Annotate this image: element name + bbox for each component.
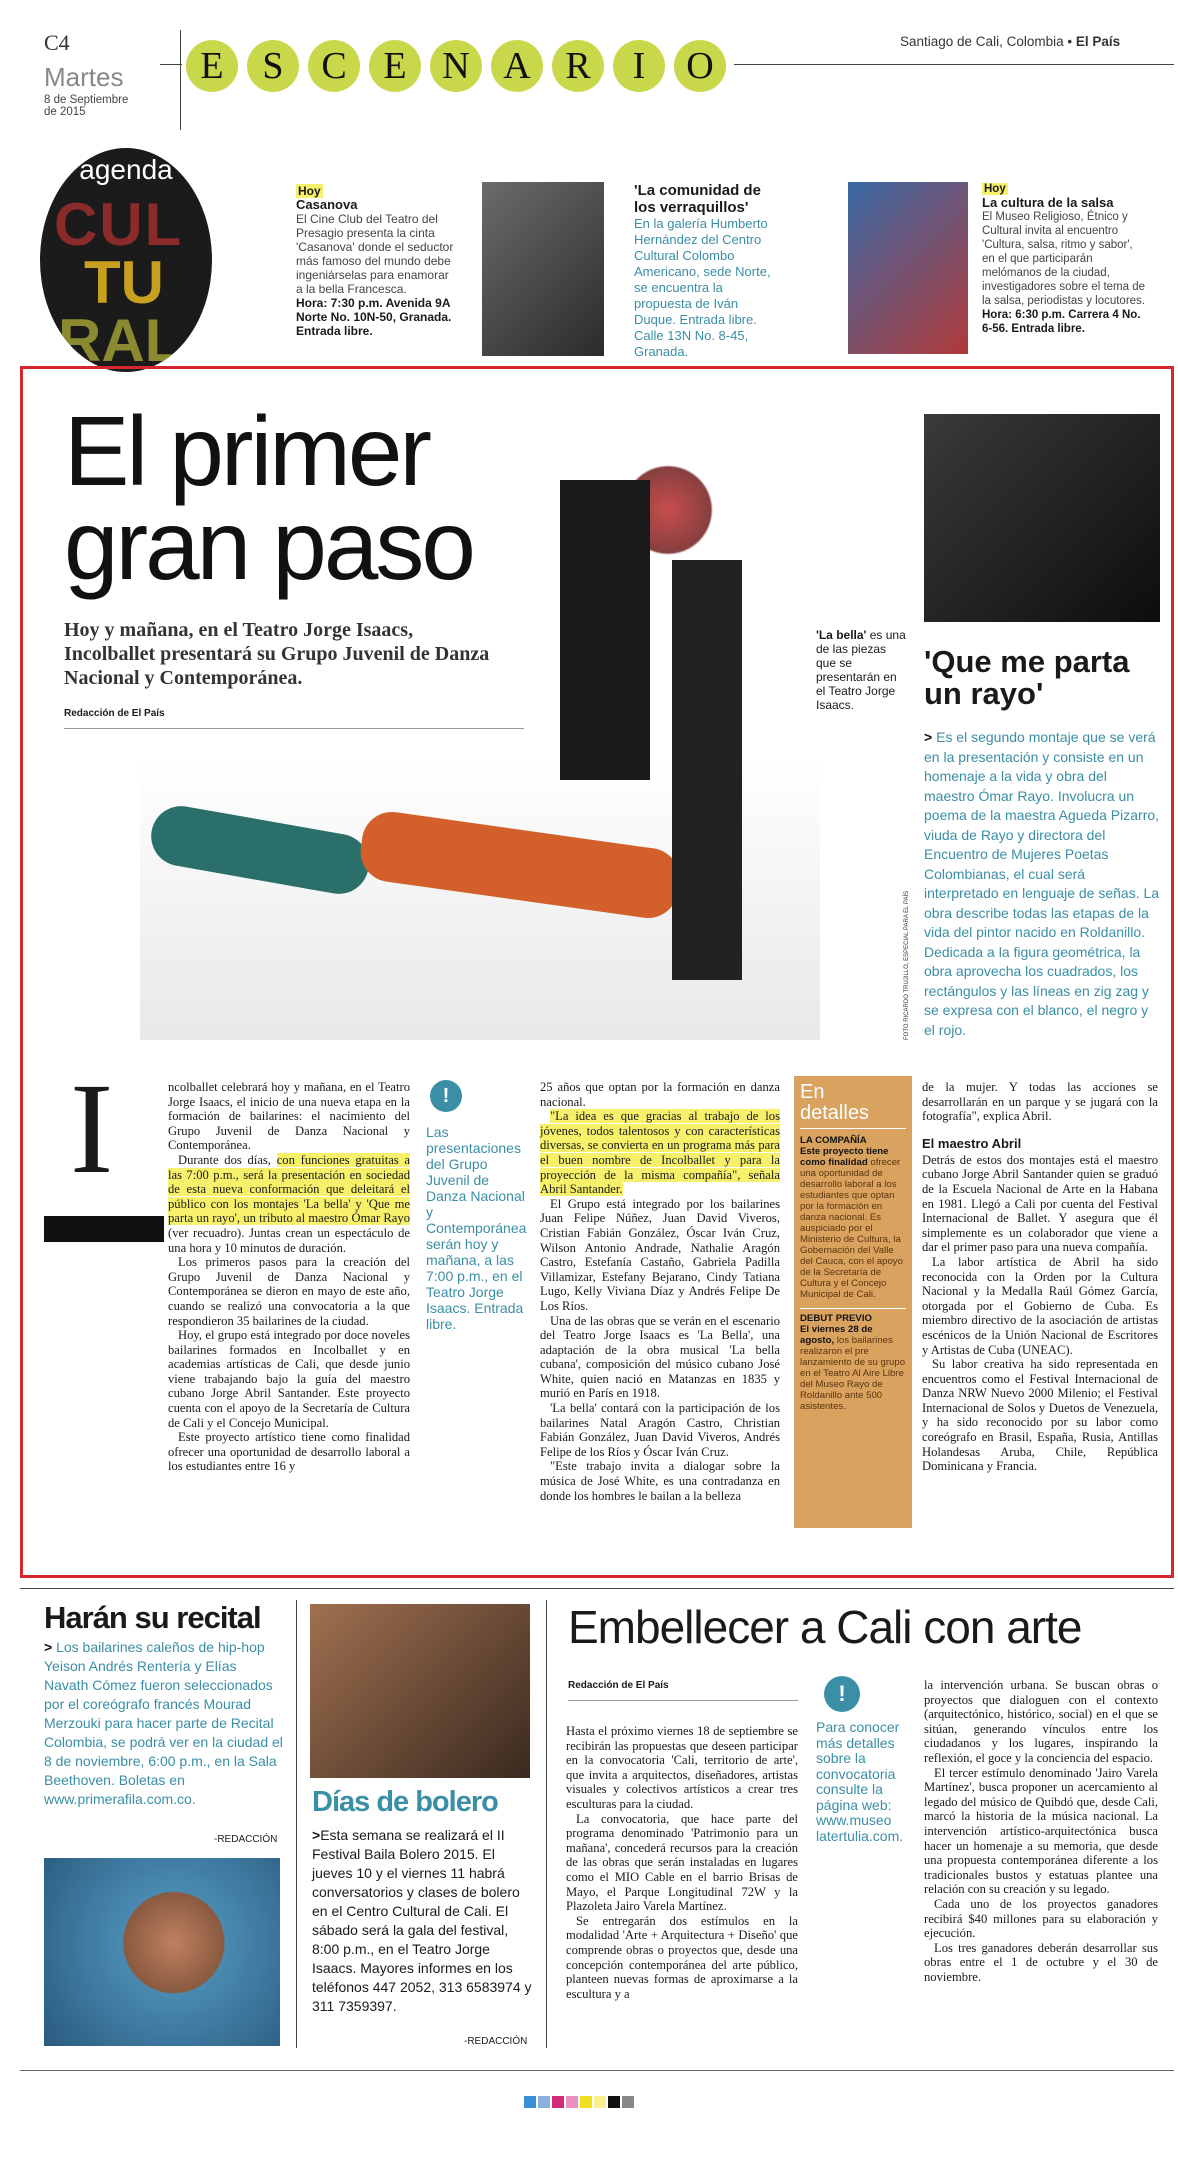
section-letter: E <box>369 40 421 92</box>
dancers-photo-top <box>510 414 826 654</box>
agenda-logo-top: agenda <box>79 154 173 185</box>
bolero-photo <box>310 1604 530 1778</box>
paragraph: 'La bella' contará con la participación de los bailarines Natal Aragón Castro, Christian Fabián González, Juan David Viveros, Andrés Felipe de los Ríos y Óscar Iván Cruz. <box>540 1401 780 1459</box>
paragraph: El tercer estímulo denominado 'Jairo Varela Martínez', busca proponer un acercamiento al legado del músico de Quibdó que, desde Cali, marcó la historia de la música nacional. La intervención artístico-arquitectónica busca hacer un homenaje a su memoria, que desde una propuesta contemporánea diferente a los tradicionales bustos y estatuas plantee una relación con su creación y su legado. <box>924 1765 1158 1897</box>
rayo-title-line: 'Que me parta <box>924 644 1130 679</box>
agenda-logo <box>40 148 212 372</box>
text: Durante dos días, <box>178 1152 277 1167</box>
paragraph <box>540 1109 780 1197</box>
byline-rule <box>64 728 524 729</box>
main-col-3 <box>540 1080 780 1503</box>
main-byline: Redacción de El País <box>64 708 165 719</box>
section-letter: A <box>491 40 543 92</box>
section-letter: S <box>247 40 299 92</box>
paragraph: Se entregarán dos estímulos en la modalidad 'Arte + Arquitectura + Diseño' que comprende obras o proyectos que, desde una concepción contemporánea del arte público, planteen nuevas formas de aproximarse a la escultura y a <box>566 1913 798 2001</box>
agenda-logo-l2: TU <box>84 249 164 316</box>
details-bold: El viernes 28 de agosto, <box>800 1324 873 1346</box>
casanova-photo <box>482 182 604 356</box>
main-deck: Hoy y mañana, en el Teatro Jorge Isaacs, Incolballet presentará su Grupo Juvenil de Danza Nacional y Contemporánea. <box>64 619 490 689</box>
details-title <box>800 1082 906 1129</box>
recital-credit: -REDACCIÓN <box>214 1834 278 1845</box>
paragraph: La labor artística de Abril ha sido reconocida con la Orden por la Cultura Nacional y la Medalla Raúl Gómez García, otorgada por el Gobierno de Cuba. Es miembro directivo de la asociación de artistas escénicos de la Unión Nacional de Escritores y Artistas de Cuba (UNEAC). <box>922 1254 1158 1357</box>
agenda-item-verraquillos <box>634 182 782 360</box>
section-divider <box>20 1588 1174 1589</box>
bolero-body-text: Esta semana se realizará el II Festival Baila Bolero 2015. El jueves 10 y el viernes 11 habrá conversatorios y clases de bolero en el Centro Cultural de Cali. El sábado será la gala del festival, 8:00 p.m., en el Teatro Jorge Isaacs. Mayores informes en los teléfonos 447 2052, 313 6583974 y 311 7359397. <box>312 1827 532 2014</box>
info-icon: ! <box>824 1676 860 1712</box>
bolero-body: >Esta semana se realizará el II Festival Baila Bolero 2015. El jueves 10 y el viernes 11 habrá conversatorios y clases de bolero en el Centro Cultural de Cali. El sábado será la gala del festival, 8:00 p.m., en el Teatro Jorge Isaacs. Mayores informes en los teléfonos 447 2052, 313 6583974 y 311 7359397. <box>312 1827 532 2014</box>
color-swatch <box>622 2096 634 2108</box>
dropcap-bar <box>44 1216 164 1242</box>
salsa-photo <box>848 182 968 354</box>
arte-sidenote: Para conocer más detalles sobre la convocatoria consulte la página web: www.museo latertulia.com. <box>816 1719 904 1844</box>
masthead-rule-left <box>160 64 182 65</box>
color-swatch <box>538 2096 550 2108</box>
paragraph: "Este trabajo invita a dialogar sobre la música de José White, es una contradanza en donde los hombres le bailan a la belleza <box>540 1459 780 1503</box>
location-text: Santiago de Cali, Colombia <box>900 34 1064 49</box>
hoy-badge: Hoy <box>298 184 321 198</box>
caption-text: es una de las piezas que se presentarán en el Teatro Jorge Isaacs. <box>816 628 906 712</box>
main-col-1 <box>168 1080 410 1474</box>
paragraph: Este proyecto artístico tiene como finalidad ofrecer una oportunidad de desarrollo laboral a los estudiantes entre 16 y <box>168 1430 410 1474</box>
recital-body-text: Los bailarines caleños de hip-hop Yeison Andrés Rentería y Elías Navath Cómez fueron seleccionados por el coreógrafo francés Mourad Merzouki para hacer parte de Recital Colombia, se podrá ver en la ciudad el 8 de noviembre, 6:00 p.m., en la Sala Beethoven. Boletas en www.primerafila.com.co. <box>44 1639 283 1807</box>
agenda-title: Casanova <box>296 197 358 212</box>
agenda-details: Hora: 7:30 p.m. Avenida 9A Norte No. 10N-50, Granada. Entrada libre. <box>296 296 452 338</box>
paragraph: Hasta el próximo viernes 18 de septiembre se recibirán las propuestas que deseen participar en la convocatoria 'Cali, territorio de arte', que invita a arquitectos, diseñadores, artistas visuales y colectivos artísticos a crear tres esculturas para la ciudad. <box>566 1724 798 1811</box>
details-bold: Este proyecto tiene como finalidad <box>800 1146 889 1168</box>
paragraph: Cada uno de los proyectos ganadores recibirá $40 millones para su elaboración y ejecución. <box>924 1896 1158 1941</box>
agenda-title: La cultura de la salsa <box>982 195 1114 210</box>
recital-photo <box>44 1858 280 2046</box>
dropcap: I <box>70 1057 114 1201</box>
agenda-item-casanova <box>296 184 456 338</box>
agenda-body: El Museo Religioso, Étnico y Cultural invita al encuentro 'Cultura, salsa, ritmo y sabor', en el que participarán melómanos de la ciudad, investigadores sobre el tema de la salsa, periodistas y locutores. <box>982 211 1146 307</box>
paper-name: El País <box>1075 34 1121 49</box>
masthead-rule-right <box>734 64 1174 65</box>
paragraph: El Grupo está integrado por los bailarines Juan Felipe Núñez, Juan David Viveros, Cristian Fabián González, Óscar Iván Cruz, Wilson Antonio Andrade, Nathalie Aragón Castro, Estefanía Castaño, Gabriela Padilla Villamizar, Estefany Bejarano, Cindy Tatiana Lugo, Kelly Viviana Díaz y Andrés Felipe De Los Ríos. <box>540 1196 780 1313</box>
paragraph: Los tres ganadores deberán desarrollar sus obras entre el 1 de octubre y el 30 de noviembre. <box>924 1940 1158 1984</box>
footer-rule <box>20 2070 1174 2071</box>
caption-bold: 'La bella' <box>816 628 867 642</box>
bolero-credit: -REDACCIÓN <box>464 2036 528 2047</box>
rayo-title <box>924 646 1130 710</box>
color-registration-bar <box>524 2096 634 2108</box>
masthead-vertical <box>180 30 181 130</box>
dancer-figure <box>672 560 742 980</box>
color-swatch <box>552 2096 564 2108</box>
section-letter: O <box>674 40 726 92</box>
paragraph: la intervención urbana. Se buscan obras o proyectos que dialoguen con el contexto (arquitectónico, histórico, social) en el que se sitúan, generando vínculos entre los ciudadanos y los lugares, inspirando la reflexión, el goce y la conciencia del espacio. <box>924 1678 1158 1765</box>
details-heading: DEBUT PREVIO <box>800 1308 906 1324</box>
details-body: los bailarines realizaron el pre lanzamiento de su grupo en el Teatro Al Aire Libre del Museo Rayo de Roldanillo ante 500 asistentes. <box>800 1335 906 1412</box>
bolero-title: Días de bolero <box>312 1786 498 1818</box>
sidenote: Las presentaciones del Grupo Juvenil de Danza Nacional y Contemporánea serán hoy y mañana, a las 7:00 p.m., en el Teatro Jorge Isaacs. Entrada libre. <box>426 1124 527 1332</box>
paragraph: Hoy, el grupo está integrado por doce noveles bailarines formados en Incolballet y en academias artísticas de Cali, que desde junio viene trabajando bajo la guía del maestro cubano Jorge Abril Santander. Este proyecto cuenta con el apoyo de la Secretaría de Cultura de Cali y el Concejo Municipal. <box>168 1328 410 1430</box>
arte-col-1 <box>566 1724 798 2001</box>
color-swatch <box>594 2096 606 2108</box>
paragraph: Una de las obras que se verán en el escenario del Teatro Jorge Isaacs es 'La Bella', una adaptación de la obra musical 'La bella cubana', composición del músico cubano José White, quien nació en Matanzas en 1835 y murió en París en 1918. <box>540 1313 780 1401</box>
paragraph <box>168 1153 410 1255</box>
details-heading: LA COMPAÑÍA <box>800 1135 867 1146</box>
paragraph: Los primeros pasos para la creación del Grupo Juvenil de Danza Nacional y Contemporánea se dieron en mayo de este año, cuando se realizó una convocatoria a la que respondieron 35 bailarines de la ciudad. <box>168 1255 410 1328</box>
page-number: C4 <box>44 30 70 55</box>
agenda-item-salsa <box>982 182 1146 336</box>
color-swatch <box>566 2096 578 2108</box>
agenda-title: 'La comunidad de los verraquillos' <box>634 182 761 216</box>
paragraph: Su labor creativa ha sido representada en encuentros como el Festival Internacional de Danza NRW Nuevo 2000 Milenio; el Festival Internacional de Solos y Duetos de Venezuela, y ha sido reconocido por su labor como coreógrafo en Brasil, España, Rusia, Antillas Holandesas Aruba, Chile, República Dominicana y Francia. <box>922 1357 1158 1474</box>
details-text <box>800 1146 906 1300</box>
highlighted-text: "La idea es que gracias al trabajo de los jóvenes, todos talentosos y con características diversas, se convierta en un programa más para el buen nombre de Incolballet y para la proyección de la misma compañía", señala Abril Santander. <box>540 1109 780 1197</box>
headline-line: gran paso <box>64 490 473 600</box>
subheading: El maestro Abril <box>922 1135 1022 1151</box>
section-letter: R <box>552 40 604 92</box>
rayo-photo <box>924 414 1160 622</box>
masthead-location: Santiago de Cali, Colombia • El País <box>900 34 1121 49</box>
paragraph: de la mujer. Y todas las acciones se desarrollarán en un parque y se jugará con la fotografía", explica Abril. <box>922 1080 1158 1124</box>
recital-body: > Los bailarines caleños de hip-hop Yeison Andrés Rentería y Elías Navath Cómez fueron seleccionados por el coreógrafo francés Mourad Merzouki para hacer parte de Recital Colombia, se podrá ver en la ciudad el 8 de noviembre, 6:00 p.m., en la Sala Beethoven. Boletas en www.primerafila.com.co. <box>44 1639 283 1807</box>
main-headline <box>64 396 473 600</box>
details-title-line: En <box>800 1081 825 1103</box>
info-icon: ! <box>430 1080 462 1112</box>
section-letter: C <box>308 40 360 92</box>
agenda-details: Hora: 6:30 p.m. Carrera 4 No. 6-56. Entrada libre. <box>982 309 1141 335</box>
details-text <box>800 1324 906 1412</box>
paragraph: ncolballet celebrará hoy y mañana, en el Teatro Jorge Isaacs, el inicio de una nueva etapa en la formación de bailarines: el nacimiento del Grupo Juvenil de Danza Nacional y Contemporánea. <box>168 1080 410 1153</box>
arte-byline-rule <box>568 1700 798 1701</box>
recital-title: Harán su recital <box>44 1600 261 1635</box>
rayo-body-text: Es el segundo montaje que se verá en la presentación y consiste en un homenaje a la vida y obra del maestro Ómar Rayo. Involucra un poema de la maestra Agueda Pizarro, viuda de Rayo y directora del Encuentro de Mujeres Poetas Colombianas, el cual será interpretado en lenguaje de señas. La obra describe todas las etapas de la vida del pintor nacido en Roldanillo. Dedicada a la figura geométrica, la obra aprovecha los cuadrados, los rectángulos y las líneas en zig zag y se expresa con el blanco, el negro y el rojo. <box>924 729 1160 1038</box>
details-body: ofrecer una oportunidad de desarrollo laboral a los estudiantes que optan por la formación en danza nacional. Es auspiciado por el Ministerio de Cultura, la Gobernación del Valle del Cauca, con el apoyo de la Secretaría de Cultura y el Concejo Municipal de Cali. <box>800 1157 903 1300</box>
hoy-badge: Hoy <box>984 183 1006 195</box>
agenda-body: En la galería Humberto Hernández del Centro Cultural Colombo Americano, sede Norte, se encuentra la propuesta de Iván Duque. Entrada libre. Calle 13N No. 8-45, Granada. <box>634 216 771 359</box>
main-col-5 <box>922 1080 1158 1474</box>
headline-line: El primer <box>64 396 430 506</box>
section-letter: N <box>430 40 482 92</box>
color-swatch <box>580 2096 592 2108</box>
highlighted-text: con funciones gratuitas a las 7:00 p.m., será la presentación en sociedad de esta nueva conformación que deleitará el público con los montajes 'La bella' y 'Que me parta un rayo', un tributo al maestro Ómar Rayo <box>168 1152 411 1226</box>
agenda-logo-l1: CUL <box>54 191 184 258</box>
color-swatch <box>524 2096 536 2108</box>
section-letter: E <box>186 40 238 92</box>
details-box <box>794 1076 912 1528</box>
details-title-line: detalles <box>800 1102 869 1124</box>
paragraph: 25 años que optan por la formación en danza nacional. <box>540 1080 780 1109</box>
arte-col-3 <box>924 1678 1158 1984</box>
agenda-body: El Cine Club del Teatro del Presagio presenta la cinta 'Casanova' donde el seductor más famoso del mundo debe ingeniárselas para enamorar a la bella Francesca. <box>296 212 454 296</box>
paragraph: Detrás de estos dos montajes está el maestro cubano Jorge Abril Santander quien se graduó de la Escuela Nacional de Arte en la Habana en 1981. Llegó a Cali por cuenta del Festival Internacional de Ballet. Y asegura que él simplemente es un colaborador que viene a dar el primer paso para una nueva compañía. <box>922 1152 1158 1255</box>
bottom-vertical-2 <box>546 1600 547 2048</box>
arte-byline: Redacción de El País <box>568 1680 669 1691</box>
paragraph: La convocatoria, que hace parte del programa denominado 'Patrimonio para un mañana', concederá recursos para la creación de las obras que serán instaladas en lugares como el MIO Cable en el barrio Brisas de Mayo, el Parque Longitudinal 72W y la Plazoleta Jairo Varela Martínez. <box>566 1811 798 1914</box>
section-letter: I <box>613 40 665 92</box>
dancer-figure <box>560 480 650 780</box>
agenda-logo-l3: RAL <box>58 307 182 372</box>
photo-caption <box>816 628 906 712</box>
rayo-body: > Es el segundo montaje que se verá en la presentación y consiste en un homenaje a la vida y obra del maestro Ómar Rayo. Involucra un poema de la maestra Agueda Pizarro, viuda de Rayo y directora del Encuentro de Mujeres Poetas Colombianas, el cual será interpretado en lenguaje de señas. La obra describe todas las etapas de la vida del pintor nacido en Roldanillo. Dedicada a la figura geométrica, la obra aprovecha los cuadrados, los rectángulos y las líneas en zig zag y se expresa con el blanco, el negro y el rojo. <box>924 729 1160 1038</box>
day-label: Martes <box>44 62 124 92</box>
date-label: 8 de Septiembre de 2015 <box>44 94 129 118</box>
rayo-title-line: un rayo' <box>924 676 1044 711</box>
text: (ver recuadro). Juntas crean un espectáculo de una hora y 10 minutos de duración. <box>168 1225 410 1255</box>
color-swatch <box>608 2096 620 2108</box>
bottom-vertical-1 <box>296 1600 297 2048</box>
arte-title: Embellecer a Cali con arte <box>568 1601 1082 1653</box>
section-title <box>186 40 726 92</box>
photo-credit: FOTO RICARDO TRUJILLO, ESPECIAL PARA EL PAÍS <box>904 890 910 1040</box>
